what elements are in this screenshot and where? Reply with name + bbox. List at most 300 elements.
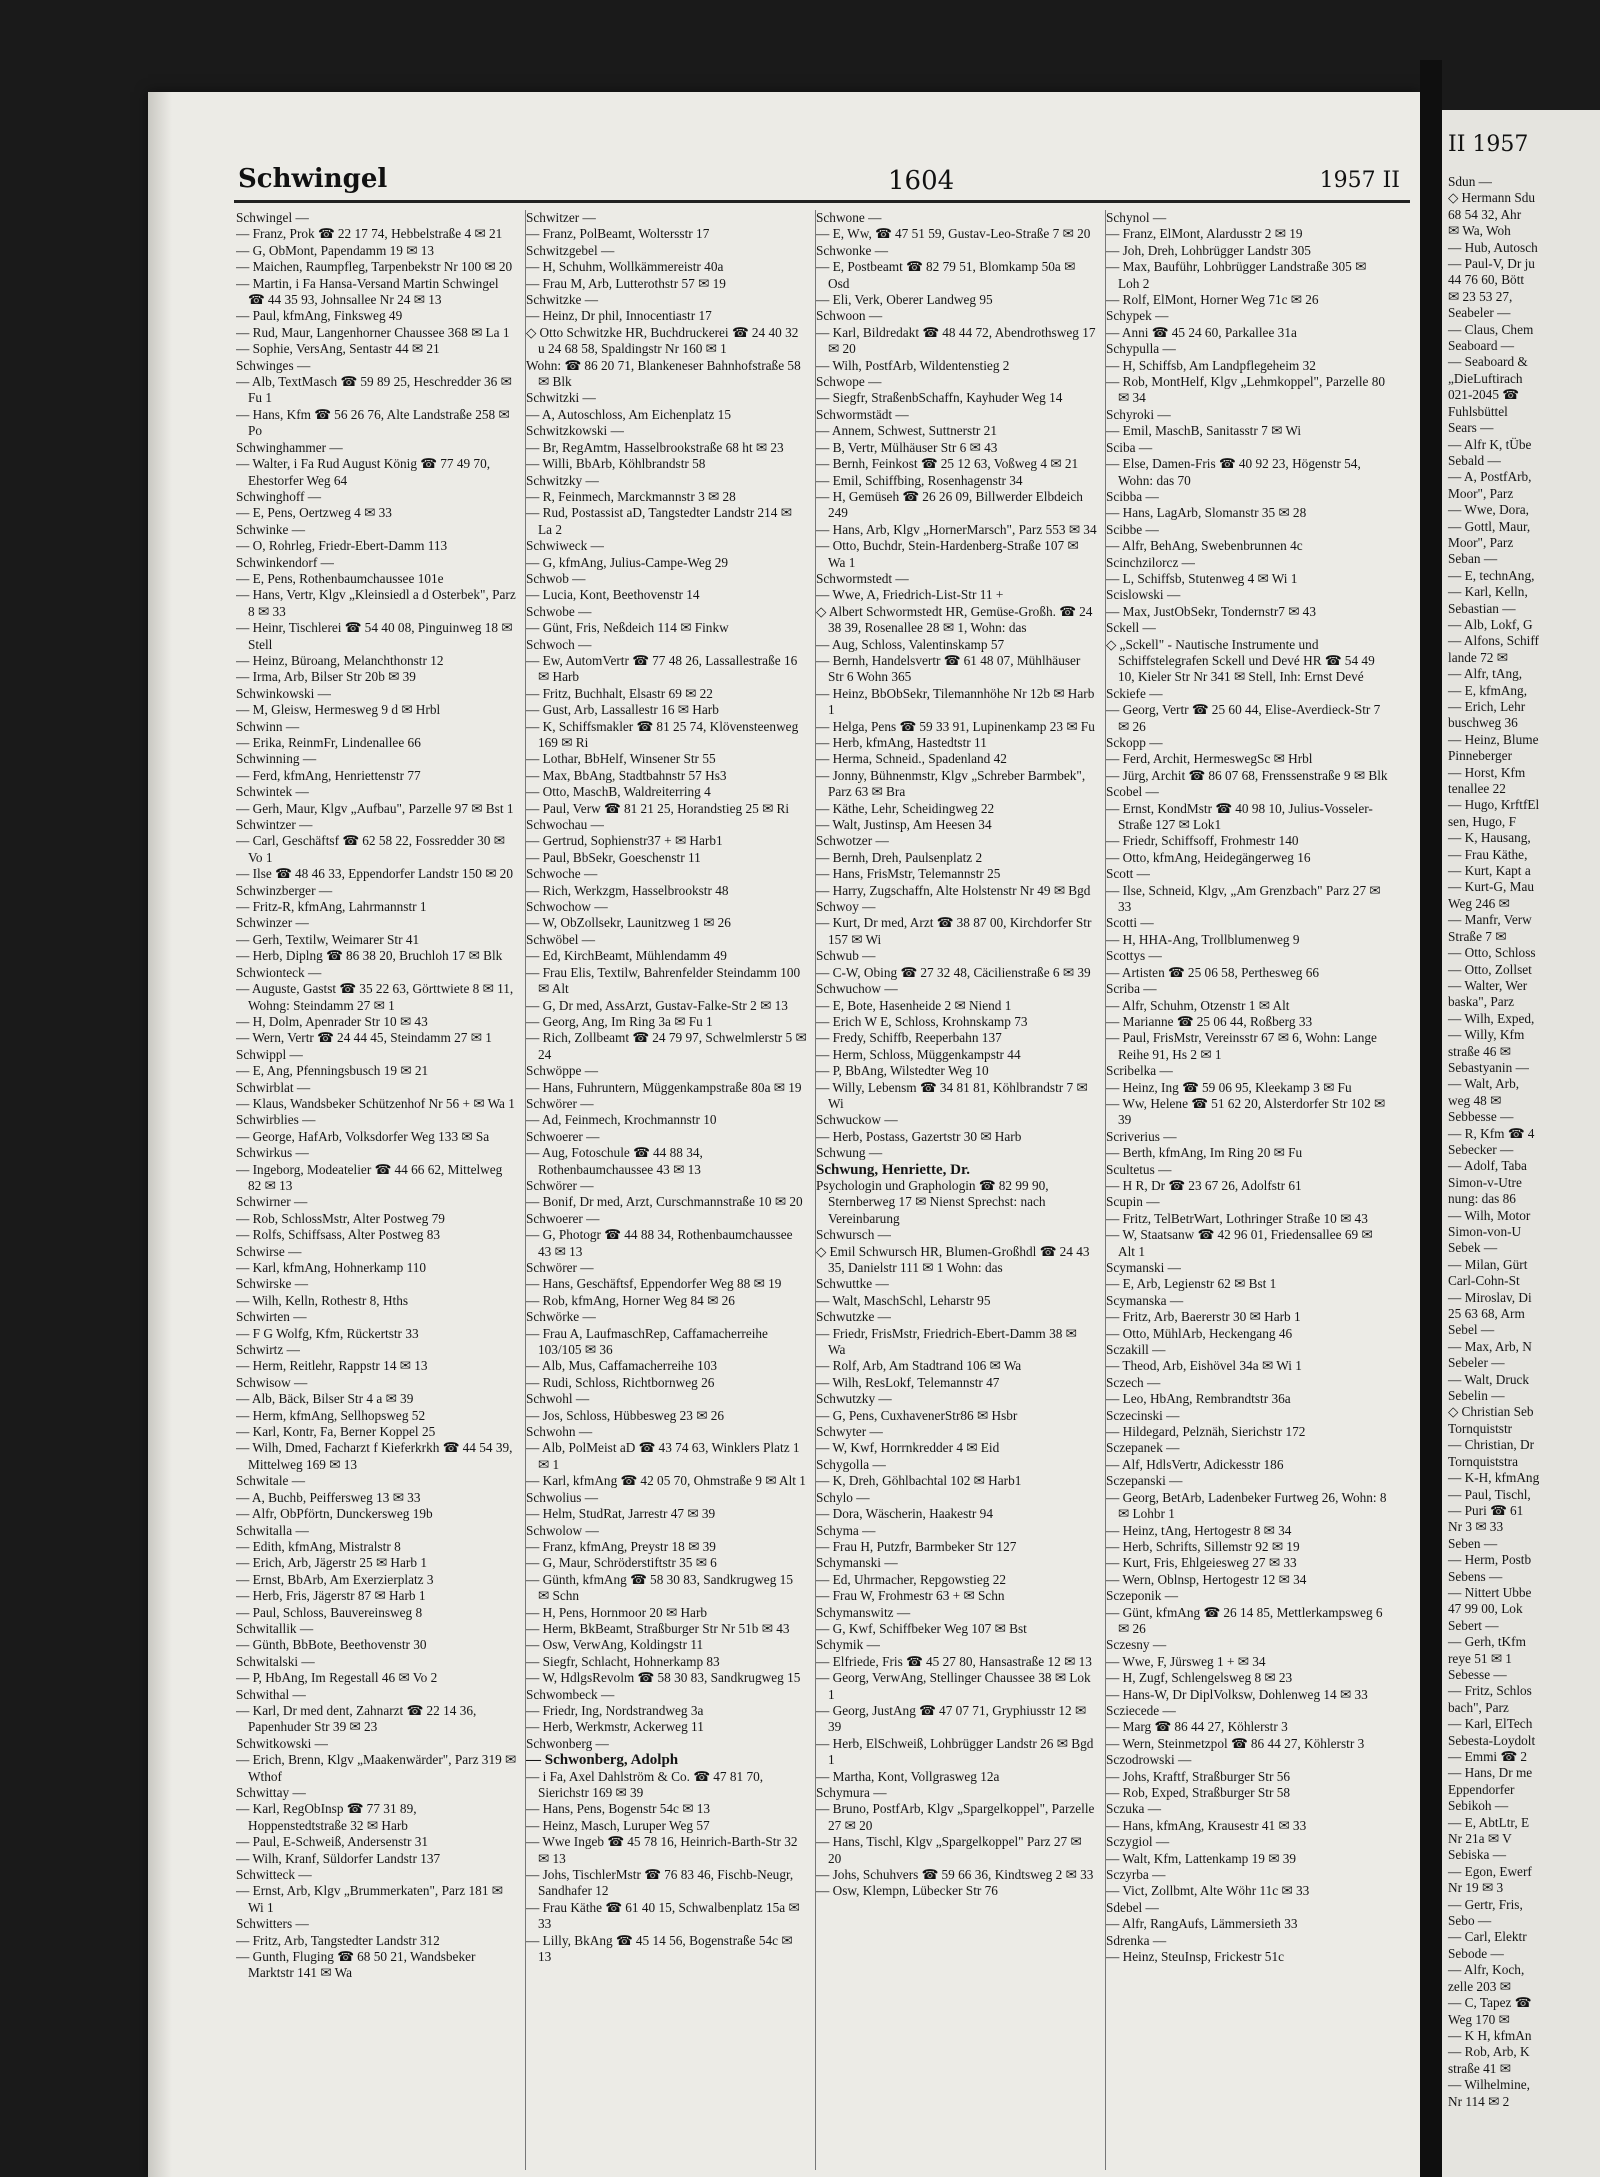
directory-entry-fragment: — Kurt, Kapt a	[1448, 863, 1531, 879]
directory-entry: Sdebel —	[1106, 1899, 1159, 1915]
directory-entry: Schwintek —	[236, 784, 309, 800]
directory-entry: — G, Photogr ☎ 44 88 34, Rothenbaumchaussee 43 ✉ 13	[526, 1227, 793, 1259]
directory-entry-fragment: Weg 170 ✉	[1448, 2011, 1510, 2027]
directory-entry: — Franz, kfmAng, Preystr 18 ✉ 39	[526, 1538, 716, 1554]
directory-entry: Sczuka —	[1106, 1801, 1162, 1817]
directory-entry: Wohn: ☎ 86 20 71, Blankeneser Bahnhofstraße 58 ✉ Blk	[526, 357, 801, 390]
directory-entry: — Franz, PolBeamt, Woltersstr 17	[526, 226, 710, 242]
directory-entry: — E, Bote, Hasenheide 2 ✉ Niend 1	[816, 997, 1012, 1013]
directory-entry-fragment: — Walt, Druck	[1448, 1371, 1530, 1387]
directory-entry: — Gertrud, Sophienstr37 + ✉ Harb1	[526, 833, 723, 849]
directory-entry: — Karl, kfmAng ☎ 42 05 70, Ohmstraße 9 ✉ Alt 1	[526, 1473, 806, 1489]
directory-entry: — G, Dr med, AssArzt, Gustav-Falke-Str 2 ✉ 13	[526, 997, 788, 1013]
directory-entry-fragment: Sebbesse —	[1448, 1109, 1514, 1125]
directory-entry: — Ww, Helene ☎ 51 62 20, Alsterdorfer Str 102 ✉ 39	[1106, 1095, 1386, 1128]
directory-entry-fragment: — E, AbtLtr, E	[1448, 1814, 1530, 1830]
directory-entry: Scultetus —	[1106, 1161, 1172, 1177]
directory-entry: Sczakill —	[1106, 1342, 1166, 1358]
directory-entry: Schwutzky —	[816, 1391, 892, 1407]
directory-entry: Schymik —	[816, 1637, 880, 1653]
directory-entry: — Käthe, Lehr, Scheidingweg 22	[816, 800, 995, 816]
directory-entry-fragment: — Manfr, Verw	[1448, 912, 1532, 928]
directory-entry: — Günth, BbBote, Beethovenstr 30	[236, 1637, 427, 1653]
directory-entry-fragment: — Kurt-G, Mau	[1448, 879, 1535, 895]
directory-entry: — O, Rohrleg, Friedr-Ebert-Damm 113	[236, 538, 448, 554]
directory-entry: — Wilh, Kranf, Süldorfer Landstr 137	[236, 1850, 441, 1866]
directory-entry: — Walter, i Fa Rud August König ☎ 77 49 70, Ehestorfer Weg 64	[236, 456, 491, 488]
directory-entry-fragment: baska", Parz	[1448, 994, 1514, 1010]
directory-entry: Schwoerer —	[526, 1128, 600, 1144]
directory-entry: — Wilh, Kelln, Rothestr 8, Hths	[236, 1292, 409, 1308]
directory-entry: — Br, RegAmtm, Hasselbrookstraße 68 ht ✉ 23	[526, 439, 784, 455]
directory-entry: — Heinz, Ing ☎ 59 06 95, Kleekamp 3 ✉ Fu	[1106, 1079, 1352, 1095]
directory-entry: — Osw, VerwAng, Koldingstr 11	[526, 1637, 704, 1653]
directory-entry: Schwirner —	[236, 1194, 308, 1210]
directory-entry: Sczesny —	[1106, 1637, 1167, 1653]
directory-entry: — W, Kwf, Horrnkredder 4 ✉ Eid	[816, 1440, 1000, 1456]
directory-entry: ◇ Albert Schwormstedt HR, Gemüse-Großh. ☎ 24 38 39, Rosenallee 28 ✉ 1, Wohn: das	[816, 603, 1093, 636]
directory-entry: — R, Feinmech, Marckmannstr 3 ✉ 28	[526, 488, 736, 504]
directory-entry: — Hans, Tischl, Klgv „Spargelkoppel" Parz 27 ✉ 20	[816, 1834, 1082, 1866]
directory-entry: Schymanswitz —	[816, 1604, 911, 1620]
directory-entry: — Hans, Pens, Bogenstr 54c ✉ 13	[526, 1801, 710, 1817]
directory-entry: Scymanski —	[1106, 1260, 1181, 1275]
directory-entry: — Auguste, Gastst ☎ 35 22 63, Görttwiete 8 ✉ 11, Wohng: Steindamm 27 ✉ 1	[236, 981, 514, 1013]
directory-entry: — Herma, Schneid., Spadenland 42	[816, 751, 1007, 767]
directory-entry: Schwirske —	[236, 1276, 309, 1292]
directory-entry: Schwirten —	[236, 1309, 307, 1325]
directory-entry-fragment: — Nittert Ubbe	[1448, 1584, 1532, 1600]
directory-entry: — Erika, ReinmFr, Lindenallee 66	[236, 735, 421, 750]
directory-entry: — Fredy, Schiffb, Reeperbahn 137	[816, 1030, 1002, 1046]
directory-entry: — Edith, kfmAng, Mistralstr 8	[236, 1538, 401, 1554]
directory-entry: — Artisten ☎ 25 06 58, Perthesweg 66	[1106, 964, 1320, 980]
directory-entry: — Ed, Uhrmacher, Repgowstieg 22	[816, 1571, 1007, 1587]
directory-entry: Scott —	[1106, 866, 1150, 882]
directory-entry-fragment: — Wilhelmine,	[1448, 2077, 1530, 2093]
directory-entry: — Osw, Klempn, Lübecker Str 76	[816, 1883, 998, 1899]
directory-entry-fragment: Moor", Parz	[1448, 485, 1514, 501]
directory-entry: Schwormstädt —	[816, 406, 909, 422]
directory-entry-fragment: Sebiska —	[1448, 1847, 1506, 1863]
directory-entry: — E, Ang, Pfenningsbusch 19 ✉ 21	[236, 1063, 429, 1079]
directory-entry: Schwotzer —	[816, 833, 889, 849]
directory-entry: — Franz, ElMont, Alardusstr 2 ✉ 19	[1106, 226, 1303, 242]
directory-entry: Schwitallik —	[236, 1620, 314, 1636]
directory-entry: — Herb, Fris, Jägerstr 87 ✉ Harb 1	[236, 1588, 426, 1604]
directory-entry-fragment: — Emmi ☎ 2	[1448, 1749, 1527, 1764]
directory-entry-fragment: ✉ Wa, Woh	[1448, 223, 1511, 239]
directory-entry: Schwoch —	[526, 636, 592, 652]
directory-entry-fragment: Sebastian —	[1448, 600, 1516, 616]
directory-entry: Schwirblat —	[236, 1079, 311, 1095]
directory-entry: — Rolfs, Schiffsass, Alter Postweg 83	[236, 1227, 441, 1243]
directory-entry: — Hans, FrisMstr, Telemannstr 25	[816, 866, 1001, 882]
directory-entry: — Walt, MaschSchl, Leharstr 95	[816, 1292, 991, 1308]
directory-entry: Schwob —	[526, 570, 586, 586]
directory-entry: Schwitalski —	[236, 1653, 315, 1669]
directory-entry: — Fritz, Arb, Baererstr 30 ✉ Harb 1	[1106, 1309, 1301, 1325]
directory-entry-fragment: straße 46 ✉	[1448, 1043, 1511, 1059]
directory-entry: — Rolf, ElMont, Horner Weg 71c ✉ 26	[1106, 292, 1319, 308]
directory-entry-fragment: — Gottl, Maur,	[1448, 518, 1531, 534]
directory-entry: Schwippl —	[236, 1046, 303, 1062]
directory-entry: Schwochau —	[526, 817, 604, 833]
directory-entry: Schypek —	[1106, 308, 1169, 324]
directory-entry: — Alfr, Schuhm, Otzenstr 1 ✉ Alt	[1106, 997, 1290, 1013]
directory-entry-fragment: Sebesta-Loydolt	[1448, 1732, 1536, 1748]
directory-entry-fragment: Nr 114 ✉ 2	[1448, 2093, 1510, 2109]
directory-entry: Schyroki —	[1106, 406, 1171, 422]
directory-entry: ◇ Emil Schwursch HR, Blumen-Großhdl ☎ 24 43 35, Danielstr 111 ✉ 1 Wohn: das	[816, 1243, 1090, 1275]
directory-entry: — Hans, kfmAng, Krausestr 41 ✉ 33	[1106, 1817, 1307, 1833]
directory-entry: Scobel —	[1106, 784, 1159, 800]
directory-entry: — Aug, Fotoschule ☎ 44 88 34, Rothenbaumchaussee 43 ✉ 13	[526, 1145, 703, 1177]
directory-entry: Scziecede —	[1106, 1702, 1176, 1718]
year-volume: 1957 II	[1319, 168, 1400, 193]
directory-entry: — Paul, Verw ☎ 81 21 25, Horandstieg 25 ✉ Ri	[526, 800, 790, 816]
directory-entry: — Frau H, Putzfr, Barmbeker Str 127	[816, 1538, 1017, 1554]
directory-entry: — Eli, Verk, Oberer Landweg 95	[816, 292, 993, 308]
directory-entry: — Vict, Zollbmt, Alte Wöhr 11c ✉ 33	[1106, 1883, 1310, 1899]
directory-entry: Schwitzer —	[526, 210, 596, 225]
directory-entry: — Paul, BbSekr, Goeschenstr 11	[526, 849, 701, 865]
directory-entry: — Wwe, A, Friedrich-List-Str 11 +	[816, 587, 1004, 603]
directory-entry: Schwirse —	[236, 1243, 302, 1259]
directory-entry: — Franz, Prok ☎ 22 17 74, Hebbelstraße 4 ✉ 21	[236, 226, 503, 242]
directory-entry: — Wilh, Dmed, Facharzt f Kieferkrkh ☎ 44 54 39, Mittelweg 169 ✉ 13	[236, 1440, 513, 1472]
directory-entry-fragment: lande 72 ✉	[1448, 649, 1508, 665]
directory-entry: — Heinz, SteuInsp, Frickestr 51c	[1106, 1949, 1284, 1965]
directory-entry-fragment: — Walt, Arb,	[1448, 1076, 1520, 1092]
directory-entry: — i Fa, Axel Dahlström & Co. ☎ 47 81 70, Sierichstr 169 ✉ 39	[526, 1768, 764, 1800]
directory-entry: — Emil, Schiffbing, Rosenhagenstr 34	[816, 472, 1023, 488]
directory-entry: Sczepanek —	[1106, 1440, 1180, 1456]
directory-entry: — Walt, Justinsp, Am Heesen 34	[816, 817, 992, 833]
directory-entry: — Else, Damen-Fris ☎ 40 92 23, Högenstr 54, Wohn: das 70	[1106, 456, 1361, 488]
directory-entry: — Wilh, ResLokf, Telemannstr 47	[816, 1374, 1000, 1390]
directory-entry: — Herm, Schloss, Müggenkampstr 44	[816, 1046, 1021, 1062]
directory-entry: — Alfr, BehAng, Swebenbrunnen 4c	[1106, 538, 1303, 554]
directory-entry: — Gunth, Fluging ☎ 68 50 21, Wandsbeker Marktstr 141 ✉ Wa	[236, 1949, 476, 1981]
directory-entry: — Karl, RegObInsp ☎ 77 31 89, Hoppenstedtstraße 32 ✉ Harb	[236, 1801, 417, 1833]
directory-entry: Schwone —	[816, 210, 882, 225]
directory-entry: — Otto, MaschB, Waldreiterring 4	[526, 784, 711, 800]
directory-entry: Schwochow —	[526, 899, 608, 915]
directory-entry-fragment: Simon-v-Utre	[1448, 1174, 1522, 1190]
directory-entry: ◇ Otto Schwitzke HR, Buchdruckerei ☎ 24 40 32 u 24 68 58, Spaldingstr Nr 160 ✉ 1	[526, 324, 799, 357]
directory-entry: — H R, Dr ☎ 23 67 26, Adolfstr 61	[1106, 1177, 1302, 1193]
directory-entry: — Rob, SchlossMstr, Alter Postweg 79	[236, 1210, 445, 1226]
directory-entry: Schwobe —	[526, 603, 592, 619]
directory-entry: — Heinr, Tischlerei ☎ 54 40 08, Pinguinweg 18 ✉ Stell	[236, 620, 513, 652]
directory-entry-fragment: — Gertr, Fris,	[1448, 1896, 1523, 1912]
directory-entry: — Paul, FrisMstr, Vereinsstr 67 ✉ 6, Wohn: Lange Reihe 91, Hs 2 ✉ 1	[1106, 1030, 1377, 1062]
directory-entry: — H, HHA-Ang, Trollblumenweg 9	[1106, 931, 1300, 947]
directory-entry-fragment: Nr 19 ✉ 3	[1448, 1880, 1504, 1896]
directory-entry: — Fritz, TelBetrWart, Lothringer Straße 10 ✉ 43	[1106, 1210, 1368, 1226]
directory-entry: — G, kfmAng, Julius-Campe-Weg 29	[526, 554, 729, 570]
directory-entry: Schwinning —	[236, 751, 317, 767]
directory-entry: — Walt, Kfm, Lattenkamp 19 ✉ 39	[1106, 1850, 1297, 1866]
column-1	[236, 210, 526, 2170]
directory-entry: Sczeponik —	[1106, 1588, 1179, 1604]
directory-entry: Schwörke —	[526, 1309, 596, 1325]
directory-entry: — Ernst, KondMstr ☎ 40 98 10, Julius-Vosseler-Straße 127 ✉ Lok1	[1106, 800, 1373, 833]
directory-entry-fragment: buschweg 36	[1448, 715, 1518, 731]
directory-entry: Schwursch —	[816, 1227, 891, 1243]
directory-entry-fragment: ◇ Hermann Sdu	[1448, 190, 1536, 206]
directory-entry: Scupin —	[1106, 1194, 1160, 1210]
directory-entry: — Otto, kfmAng, Heidegängerweg 16	[1106, 849, 1311, 865]
directory-entry: Scriba —	[1106, 981, 1157, 997]
directory-entry-fragment: — Otto, Schloss	[1448, 945, 1536, 961]
directory-entry: — F G Wolfg, Kfm, Rückertstr 33	[236, 1325, 419, 1341]
directory-entry: — Herm, Reitlehr, Rappstr 14 ✉ 13	[236, 1358, 428, 1374]
directory-entry: — Ilse ☎ 48 46 33, Eppendorfer Landstr 150 ✉ 20	[236, 866, 513, 882]
directory-entry-fragment: — C, Tapez ☎	[1448, 1995, 1532, 2011]
directory-entry: — Georg, JustAng ☎ 47 07 71, Gryphiusstr 12 ✉ 39	[816, 1702, 1087, 1735]
directory-entry-fragment: — Paul, Tischl,	[1448, 1486, 1531, 1502]
directory-entry-fragment: — Willy, Kfm	[1448, 1027, 1525, 1043]
directory-entry-fragment: Nr 21a ✉ V	[1448, 1831, 1512, 1847]
directory-entry-fragment: — Hans, Dr me	[1448, 1765, 1533, 1781]
directory-entry: — Erich W E, Schloss, Krohnskamp 73	[816, 1013, 1028, 1029]
directory-entry: — Karl, Dr med dent, Zahnarzt ☎ 22 14 36, Papenhuder Str 39 ✉ 23	[236, 1702, 477, 1735]
directory-entry: Sdrenka —	[1106, 1932, 1167, 1948]
directory-entry: — Herb, Schrifts, Sillemstr 92 ✉ 19	[1106, 1538, 1300, 1554]
right-page-header: II 1957	[1448, 132, 1529, 157]
directory-entry: — Max, JustObSekr, Tondernstr7 ✉ 43	[1106, 603, 1316, 619]
directory-entry: Schwinzberger —	[236, 882, 333, 898]
directory-entry: Schwintzer —	[236, 817, 313, 833]
column-4	[1106, 210, 1396, 2170]
directory-entry-fragment: Simon-von-U	[1448, 1224, 1522, 1239]
directory-entry: — Hans, Kfm ☎ 56 26 76, Alte Landstraße 258 ✉ Po	[236, 406, 510, 439]
header-guide-word: Schwingel	[238, 164, 388, 194]
directory-entry: — George, HafArb, Volksdorfer Weg 133 ✉ Sa	[236, 1128, 490, 1144]
directory-entry: — Bruno, PostfArb, Klgv „Spargelkoppel", Parzelle 27 ✉ 20	[816, 1801, 1095, 1833]
directory-entry: — Fritz-R, kfmAng, Lahrmannstr 1	[236, 899, 427, 915]
right-page-column	[1448, 174, 1600, 2110]
directory-entry: Schwörer —	[526, 1260, 594, 1275]
directory-entry: — Max, Bauführ, Lohbrügger Landstraße 305 ✉ Loh 2	[1106, 259, 1367, 291]
directory-entry-fragment: — Puri ☎ 61	[1448, 1502, 1524, 1518]
directory-entry: — Karl, kfmAng, Hohnerkamp 110	[236, 1260, 427, 1275]
directory-entry: Schyma —	[816, 1522, 876, 1538]
directory-entry: — A, Buchb, Peiffersweg 13 ✉ 33	[236, 1489, 421, 1505]
directory-entry: — Wilh, PostfArb, Wildentenstieg 2	[816, 357, 1010, 373]
directory-entry-fragment: — Erich, Lehr	[1448, 699, 1526, 714]
directory-entry: Schwitzke —	[526, 292, 599, 308]
directory-entry: — Georg, Vertr ☎ 25 60 44, Elise-Averdieck-Str 7 ✉ 26	[1106, 702, 1381, 734]
directory-entry: Schwuckow —	[816, 1112, 898, 1128]
directory-entry: Sczyrba —	[1106, 1867, 1166, 1883]
directory-entry: Scriverius —	[1106, 1128, 1177, 1144]
directory-entry: Schwuttke —	[816, 1276, 889, 1292]
directory-entry-fragment: — Karl, Kelln,	[1448, 584, 1528, 600]
directory-entry: Sciba —	[1106, 439, 1153, 455]
directory-entry: — H, Dolm, Apenrader Str 10 ✉ 43	[236, 1013, 428, 1029]
page-number: 1604	[888, 166, 955, 196]
directory-entry-fragment: — K-H, kfmAng	[1448, 1470, 1540, 1486]
directory-entry: — Heinz, tAng, Hertogestr 8 ✉ 34	[1106, 1522, 1292, 1538]
directory-entry: Schwinkendorf —	[236, 554, 334, 570]
directory-entry-fragment: — Hugo, KrftfEl	[1448, 797, 1540, 813]
directory-entry: — Erich, Brenn, Klgv „Maakenwärder", Parz 319 ✉ Wthof	[236, 1752, 517, 1784]
directory-entry: Schwormstedt —	[816, 570, 909, 586]
directory-entry-fragment: — E, technAng,	[1448, 567, 1535, 583]
directory-entry: — Jürg, Archit ☎ 86 07 68, Frenssenstraße 9 ✉ Blk	[1106, 767, 1388, 783]
left-directory-page	[148, 92, 1420, 2177]
directory-entry: Schwoy —	[816, 899, 876, 915]
directory-entry: — Wwe, F, Jürsweg 1 + ✉ 34	[1106, 1653, 1266, 1669]
directory-entry: — Otto, Buchdr, Stein-Hardenberg-Straße 107 ✉ Wa 1	[816, 538, 1079, 570]
directory-entry: — Gerh, Maur, Klgv „Aufbau", Parzelle 97 ✉ Bst 1	[236, 800, 514, 816]
directory-entry: — Günt, kfmAng ☎ 26 14 85, Mettlerkampsweg 6 ✉ 26	[1106, 1604, 1383, 1636]
directory-entry: — C-W, Obing ☎ 27 32 48, Cäcilienstraße 6 ✉ 39	[816, 964, 1091, 980]
directory-entry: — Rolf, Arb, Am Stadtrand 106 ✉ Wa	[816, 1358, 1022, 1374]
directory-entry: — Herm, BkBeamt, Straßburger Str Nr 51b ✉ 43	[526, 1620, 790, 1636]
directory-entry: — Alb, PolMeist aD ☎ 43 74 63, Winklers Platz 1 ✉ 1	[526, 1440, 800, 1472]
directory-entry: — Hildegard, Pelznäh, Sierichstr 172	[1106, 1424, 1306, 1440]
directory-entry: Scottys —	[1106, 948, 1162, 964]
directory-entry: Schwithal —	[236, 1686, 306, 1702]
directory-entry: — Hans, LagArb, Slomanstr 35 ✉ 28	[1106, 505, 1307, 521]
directory-entry: — Ad, Feinmech, Krochmannstr 10	[526, 1112, 717, 1128]
directory-entry: — Gust, Arb, Lassallestr 16 ✉ Harb	[526, 702, 719, 718]
directory-entry: — Helga, Pens ☎ 59 33 91, Lupinenkamp 23 ✉ Fu	[816, 718, 1095, 734]
directory-entry: Schypulla —	[1106, 341, 1176, 357]
directory-entry: — Frau Elis, Textilw, Bahrenfelder Steindamm 100 ✉ Alt	[526, 964, 801, 997]
directory-entry-fragment: — Otto, Zollset	[1448, 961, 1532, 977]
directory-entry: — Herb, ElSchweiß, Lohbrügger Landstr 26 ✉ Bgd 1	[816, 1735, 1094, 1768]
directory-entry-fragment: Pinneberger	[1448, 748, 1513, 764]
directory-entry: Schwinghoff —	[236, 488, 322, 504]
directory-entry: — Johs, TischlerMstr ☎ 76 83 46, Fischb-Neugr, Sandhafer 12	[526, 1867, 794, 1899]
directory-entry: — Alfr, ObPförtn, Dunckersweg 19b	[236, 1506, 433, 1522]
directory-entry: Schwirblies —	[236, 1112, 316, 1128]
directory-entry: Schwingel —	[236, 210, 309, 225]
directory-entry-fragment: nung: das 86	[1448, 1191, 1516, 1207]
directory-entry: — Paul, E-Schweiß, Andersenstr 31	[236, 1834, 429, 1850]
directory-entry: — Heinz, Büroang, Melanchthonstr 12	[236, 652, 444, 668]
directory-entry: Schwöppe —	[526, 1063, 599, 1079]
directory-entry: — Ferd, Archit, HermeswegSc ✉ Hrbl	[1106, 751, 1313, 767]
directory-entry: Sczech —	[1106, 1374, 1161, 1390]
directory-entry: Schwyter —	[816, 1424, 883, 1440]
directory-entry: — Wern, Vertr ☎ 24 44 45, Steindamm 27 ✉ 1	[236, 1030, 492, 1046]
directory-entry-fragment: — Alfons, Schiff	[1448, 633, 1539, 649]
directory-entry-fragment: — R, Kfm ☎ 4	[1448, 1125, 1535, 1141]
directory-entry: — Bernh, Handelsvertr ☎ 61 48 07, Mühlhäuser Str 6 Wohn 365	[816, 652, 1081, 685]
directory-entry: Schwitteck —	[236, 1867, 312, 1883]
directory-entry: Schwohn —	[526, 1424, 593, 1440]
directory-entry: — P, BbAng, Wilstedter Weg 10	[816, 1063, 989, 1079]
directory-entry: — Bonif, Dr med, Arzt, Curschmannstraße 10 ✉ 20	[526, 1194, 803, 1210]
directory-entry: — Rud, Postassist aD, Tangstedter Landstr 214 ✉ La 2	[526, 505, 792, 537]
directory-entry: — E, Postbeamt ☎ 82 79 51, Blomkamp 50a ✉ Osd	[816, 259, 1076, 291]
directory-entry: — Martha, Kont, Vollgrasweg 12a	[816, 1768, 1000, 1784]
directory-entry: — Rob, MontHelf, Klgv „Lehmkoppel", Parzelle 80 ✉ 34	[1106, 374, 1386, 406]
directory-entry: Schymura —	[816, 1785, 887, 1800]
directory-entry-fragment: — Walter, Wer	[1448, 977, 1528, 993]
directory-entry-fragment: — Gerh, tKfm	[1448, 1634, 1526, 1650]
directory-entry-fragment: 44 76 60, Bött	[1448, 272, 1525, 288]
directory-entry: Schwoerer —	[526, 1210, 600, 1226]
directory-entry-fragment: Carl-Cohn-St	[1448, 1273, 1520, 1289]
directory-entry: Sczecinski —	[1106, 1407, 1180, 1423]
directory-entry: Schwolow —	[526, 1522, 599, 1538]
directory-entry-fragment: — Miroslav, Di	[1448, 1289, 1532, 1305]
directory-entry-fragment: Seben —	[1448, 1535, 1498, 1551]
directory-entry: — Theod, Arb, Eishövel 34a ✉ Wi 1	[1106, 1358, 1302, 1374]
directory-entry-fragment: 021-2045 ☎	[1448, 387, 1519, 403]
directory-entry-fragment: — Alfr, tAng,	[1448, 666, 1523, 682]
directory-entry: — M, Gleisw, Hermesweg 9 d ✉ Hrbl	[236, 702, 441, 718]
directory-entry-fragment: — Max, Arb, N	[1448, 1338, 1532, 1354]
directory-entry-fragment: Sebesse —	[1448, 1666, 1507, 1682]
directory-entry: — Emil, MaschB, Sanitasstr 7 ✉ Wi	[1106, 423, 1302, 439]
directory-entry: — Leo, HbAng, Rembrandtstr 36a	[1106, 1391, 1291, 1407]
directory-entry: Schwung —	[816, 1145, 883, 1161]
directory-entry: Schwitzky —	[526, 472, 599, 488]
directory-entry: — H, Schiffsb, Am Landpflegeheim 32	[1106, 357, 1316, 373]
directory-entry: Schwinn —	[236, 718, 300, 734]
directory-entry: — Marg ☎ 86 44 27, Köhlerstr 3	[1106, 1719, 1288, 1735]
directory-entry: Schwisow —	[236, 1374, 308, 1390]
directory-entry-fragment: — Adolf, Taba	[1448, 1158, 1527, 1174]
directory-entry-fragment: — Herm, Postb	[1448, 1552, 1532, 1568]
directory-entry: — Lucia, Kont, Beethovenstr 14	[526, 587, 700, 603]
directory-entry: — Georg, Ang, Im Ring 3a ✉ Fu 1	[526, 1013, 713, 1029]
directory-entry: — Herb, Werkmstr, Ackerweg 11	[526, 1719, 704, 1735]
directory-entry: Schwinzer —	[236, 915, 309, 931]
directory-entry-fragment: Sebecker —	[1448, 1141, 1514, 1157]
directory-entry: Schwinges —	[236, 357, 311, 373]
directory-entry: Schygolla —	[816, 1456, 886, 1472]
directory-entry-fragment: Seabeler —	[1448, 305, 1511, 321]
directory-entry: — B, Vertr, Mülhäuser Str 6 ✉ 43	[816, 439, 998, 455]
directory-entry: — Bernh, Feinkost ☎ 25 12 63, Voßweg 4 ✉ 21	[816, 456, 1079, 472]
directory-entry-fragment: Sdun —	[1448, 174, 1492, 189]
directory-entry-fragment: — Heinz, Blume	[1448, 731, 1539, 747]
directory-entry: — P, HbAng, Im Regestall 46 ✉ Vo 2	[236, 1670, 438, 1686]
directory-entry: Sczodrowski —	[1106, 1752, 1192, 1768]
directory-entry-fragment: Nr 3 ✉ 33	[1448, 1519, 1504, 1535]
directory-entry: Schwitters —	[236, 1916, 309, 1932]
directory-entry-fragment: — Rob, Arb, K	[1448, 2044, 1530, 2060]
directory-entry: — Alf, HdlsVertr, Adickesstr 186	[1106, 1456, 1284, 1472]
directory-entry: Scotti —	[1106, 915, 1154, 931]
directory-entry: Scinchzilorcz —	[1106, 554, 1195, 570]
directory-entry: — Klaus, Wandsbeker Schützenhof Nr 56 + ✉ Wa 1	[236, 1095, 515, 1111]
directory-entry: — Ernst, Arb, Klgv „Brummerkaten", Parz 181 ✉ Wi 1	[236, 1883, 503, 1915]
directory-entry: — Dora, Wäscherin, Haakestr 94	[816, 1506, 993, 1522]
directory-entry: — Frau M, Arb, Lutterothstr 57 ✉ 19	[526, 275, 726, 291]
directory-entry: — E, Pens, Oertzweg 4 ✉ 33	[236, 505, 392, 521]
directory-entry: — Gerh, Textilw, Weimarer Str 41	[236, 931, 420, 947]
directory-entry: — Elfriede, Fris ☎ 45 27 80, Hansastraße 12 ✉ 13	[816, 1653, 1092, 1669]
directory-entry: — Rob, kfmAng, Horner Weg 84 ✉ 26	[526, 1292, 735, 1308]
directory-entry: Schwonke —	[816, 242, 889, 258]
directory-entry: — Johs, Kraftf, Straßburger Str 56	[1106, 1768, 1291, 1784]
directory-entry-fragment: — Alb, Lokf, G	[1448, 616, 1533, 632]
directory-entry: — Ingeborg, Modeatelier ☎ 44 66 62, Mittelweg 82 ✉ 13	[236, 1161, 503, 1193]
directory-entry-fragment: — K, Hausang,	[1448, 830, 1531, 846]
directory-entry: — Max, BbAng, Stadtbahnstr 57 Hs3	[526, 767, 727, 783]
directory-entry: — G, Maur, Schröderstiftstr 35 ✉ 6	[526, 1555, 717, 1571]
